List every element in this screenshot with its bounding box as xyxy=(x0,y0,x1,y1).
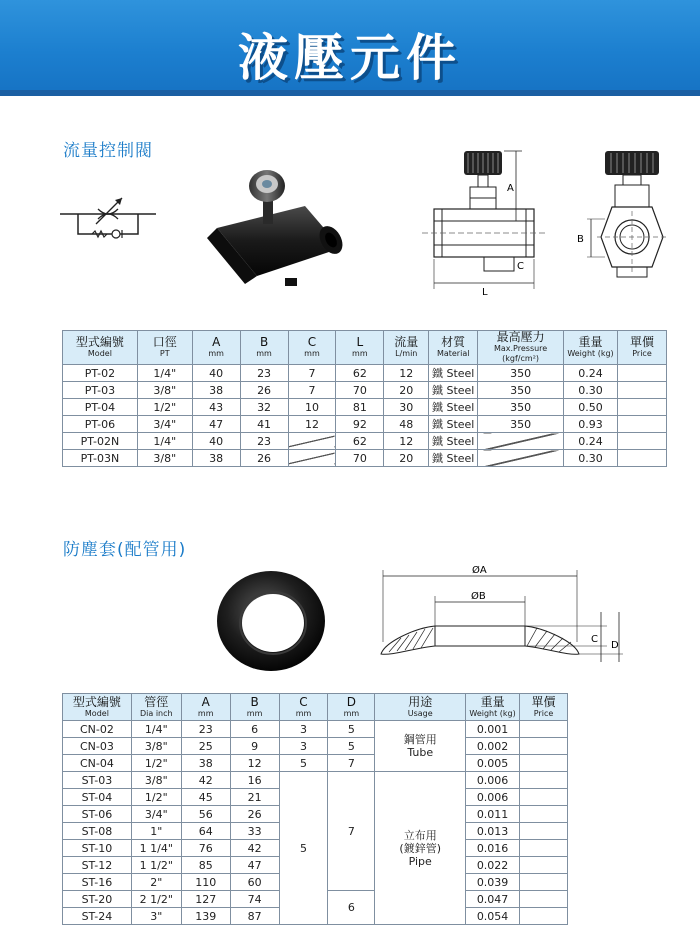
table-cell: 110 xyxy=(181,874,230,891)
column-header xyxy=(279,694,328,721)
column-header-zh: 口徑 xyxy=(152,335,177,349)
usage-line: 立布用 xyxy=(403,828,437,842)
table-cell: 3 xyxy=(279,738,328,755)
column-header-en: Usage xyxy=(407,708,433,718)
table-cell: 9 xyxy=(230,738,279,755)
column-header-en: mm xyxy=(295,708,312,718)
table-cell: 30 xyxy=(384,399,429,416)
column-header-zh: 重量 xyxy=(480,694,505,709)
table-cell xyxy=(617,433,666,450)
column-header xyxy=(131,694,181,721)
table-cell xyxy=(478,433,564,450)
table-cell: 1" xyxy=(131,823,181,840)
table-cell: 3/8" xyxy=(131,772,181,789)
flow-control-valve-photo xyxy=(205,160,355,290)
table-cell xyxy=(520,840,568,857)
table-cell: 3" xyxy=(131,908,181,925)
table-cell: 7 xyxy=(288,382,336,399)
table-cell: ST-03 xyxy=(63,772,132,789)
column-header-zh: 型式編號 xyxy=(72,694,121,709)
table-cell: 85 xyxy=(181,857,230,874)
column-header-zh: 流量 xyxy=(394,335,419,349)
column-header-en: mm xyxy=(246,708,263,718)
table-cell: ST-04 xyxy=(63,789,132,806)
table-cell: 2" xyxy=(131,874,181,891)
column-header-en: mm xyxy=(256,349,272,358)
table-cell xyxy=(520,806,568,823)
table-cell xyxy=(520,857,568,874)
table-cell xyxy=(520,789,568,806)
table-cell: 47 xyxy=(192,416,240,433)
column-header xyxy=(478,331,564,365)
table-cell: 127 xyxy=(181,891,230,908)
table-cell: 26 xyxy=(240,382,288,399)
column-header xyxy=(288,331,336,365)
column-header xyxy=(63,331,138,365)
table-cell: 1/2" xyxy=(131,789,181,806)
table-cell: 1/2" xyxy=(137,399,192,416)
column-header-zh: A xyxy=(212,335,221,349)
table-cell: 0.016 xyxy=(466,840,520,857)
table-cell: ST-20 xyxy=(63,891,132,908)
column-header-zh: C xyxy=(307,335,317,349)
table-cell: 62 xyxy=(336,433,384,450)
table-cell: 1/4" xyxy=(137,365,192,382)
column-header-zh: B xyxy=(259,335,269,349)
table-row xyxy=(63,738,568,755)
table-cell: 38 xyxy=(192,382,240,399)
table-cell: 0.002 xyxy=(466,738,520,755)
dust-cover-table-header xyxy=(63,694,568,721)
title-banner xyxy=(0,0,700,96)
table-cell: 12 xyxy=(384,365,429,382)
table-cell: 38 xyxy=(181,755,230,772)
section-title-dust-cover: 防塵套(配管用) xyxy=(63,540,187,560)
table-cell: CN-04 xyxy=(63,755,132,772)
table-row xyxy=(63,382,667,399)
table-cell: 32 xyxy=(240,399,288,416)
column-header xyxy=(63,694,132,721)
table-row xyxy=(63,365,667,382)
table-cell: 76 xyxy=(181,840,230,857)
table-cell: 350 xyxy=(478,365,564,382)
table-row xyxy=(63,450,667,467)
table-cell: 3/4" xyxy=(137,416,192,433)
table-cell: ST-08 xyxy=(63,823,132,840)
table-cell: 350 xyxy=(478,399,564,416)
table-cell xyxy=(288,450,336,467)
table-cell: 33 xyxy=(230,823,279,840)
column-header-en: L/min xyxy=(395,349,418,358)
flow-valve-spec-table xyxy=(62,330,667,467)
table-cell: 60 xyxy=(230,874,279,891)
table-cell: PT-03 xyxy=(63,382,138,399)
column-header-en: Dia inch xyxy=(140,708,173,718)
table-cell: 62 xyxy=(336,365,384,382)
table-row xyxy=(63,772,568,789)
column-header-zh: D xyxy=(346,694,356,709)
column-header-zh: A xyxy=(201,694,210,709)
table-cell xyxy=(478,450,564,467)
table-cell: 0.001 xyxy=(466,721,520,738)
column-header-en: Model xyxy=(87,349,112,358)
dust-cover-spec-table xyxy=(62,693,568,925)
column-header xyxy=(181,694,230,721)
table-cell xyxy=(617,365,666,382)
column-header xyxy=(429,331,478,365)
table-cell xyxy=(617,399,666,416)
usage-line: Tube xyxy=(407,746,434,759)
table-cell: 42 xyxy=(181,772,230,789)
table-row xyxy=(63,721,568,738)
table-cell: 5 xyxy=(279,755,328,772)
table-cell: 0.047 xyxy=(466,891,520,908)
column-header xyxy=(192,331,240,365)
usage-tube-cell xyxy=(375,721,466,772)
section-title-flow-control-valve: 流量控制閥 xyxy=(63,141,153,161)
table-cell xyxy=(617,416,666,433)
table-cell: 45 xyxy=(181,789,230,806)
table-cell xyxy=(617,382,666,399)
table-cell: CN-03 xyxy=(63,738,132,755)
table-cell: 鐵 Steel xyxy=(429,433,478,450)
table-cell: 12 xyxy=(230,755,279,772)
table-cell xyxy=(520,772,568,789)
table-cell xyxy=(617,450,666,467)
table-cell: 92 xyxy=(336,416,384,433)
table-cell: 0.006 xyxy=(466,789,520,806)
usage-pipe-cell xyxy=(375,772,466,925)
table-cell: 16 xyxy=(230,772,279,789)
table-cell xyxy=(520,721,568,738)
dust-cover-section-drawing xyxy=(375,562,625,674)
table-cell xyxy=(520,908,568,925)
table-cell: 23 xyxy=(181,721,230,738)
page-title: 液壓元件 xyxy=(238,28,462,87)
column-header-en: PT xyxy=(159,349,170,358)
table-cell xyxy=(520,874,568,891)
table-cell: 鐵 Steel xyxy=(429,450,478,467)
table-cell: 70 xyxy=(336,450,384,467)
column-header-en: Price xyxy=(533,708,554,718)
table-cell: 20 xyxy=(384,382,429,399)
table-cell: ST-06 xyxy=(63,806,132,823)
table-cell xyxy=(520,891,568,908)
column-header xyxy=(137,331,192,365)
table-cell: 87 xyxy=(230,908,279,925)
table-cell: 5 xyxy=(279,772,328,925)
table-cell xyxy=(288,433,336,450)
flow-valve-front-view-drawing xyxy=(575,145,675,295)
table-cell: 43 xyxy=(192,399,240,416)
table-cell: 0.24 xyxy=(564,433,618,450)
table-cell: 5 xyxy=(328,738,375,755)
table-cell: 3/8" xyxy=(137,450,192,467)
table-row xyxy=(63,755,568,772)
column-header-en: Model xyxy=(84,708,109,718)
table-cell: 12 xyxy=(384,433,429,450)
dim-label-c: C xyxy=(517,261,524,272)
table-cell: 42 xyxy=(230,840,279,857)
table-cell: 3 xyxy=(279,721,328,738)
table-cell: 0.30 xyxy=(564,382,618,399)
column-header-zh: 重量 xyxy=(578,335,603,349)
table-cell: 23 xyxy=(240,433,288,450)
table-cell: 26 xyxy=(230,806,279,823)
table-cell: 70 xyxy=(336,382,384,399)
table-cell: 鐵 Steel xyxy=(429,399,478,416)
table-cell: 0.011 xyxy=(466,806,520,823)
table-cell: ST-24 xyxy=(63,908,132,925)
table-cell: 7 xyxy=(328,772,375,891)
table-cell xyxy=(520,755,568,772)
column-header-zh: 最高壓力 xyxy=(496,330,545,344)
column-header xyxy=(384,331,429,365)
column-header-en: mm xyxy=(208,349,224,358)
dim-label-dia-a: ØA xyxy=(472,565,487,576)
table-cell: 3/4" xyxy=(131,806,181,823)
table-cell: PT-02 xyxy=(63,365,138,382)
table-cell: 5 xyxy=(328,721,375,738)
table-cell: 40 xyxy=(192,365,240,382)
column-header-zh: 單價 xyxy=(531,694,556,709)
table-row xyxy=(63,416,667,433)
column-header-en: Weight (kg) xyxy=(469,708,516,718)
dim-label-c: C xyxy=(591,634,598,645)
table-cell: 0.013 xyxy=(466,823,520,840)
column-header-zh: L xyxy=(356,335,364,349)
dim-label-a: A xyxy=(507,183,514,194)
table-cell: 0.24 xyxy=(564,365,618,382)
table-cell: 10 xyxy=(288,399,336,416)
table-cell: 1/4" xyxy=(131,721,181,738)
dim-label-dia-b: ØB xyxy=(471,591,486,602)
table-cell: 鐵 Steel xyxy=(429,416,478,433)
table-cell: 23 xyxy=(240,365,288,382)
usage-line: 鋼管用 xyxy=(403,733,437,746)
table-cell: 7 xyxy=(328,755,375,772)
table-cell: ST-16 xyxy=(63,874,132,891)
dim-label-b: B xyxy=(577,234,584,245)
column-header-zh: 型式編號 xyxy=(75,335,124,349)
column-header xyxy=(240,331,288,365)
dust-cover-photo xyxy=(215,568,330,674)
dim-label-l: L xyxy=(482,287,488,298)
table-cell: 0.93 xyxy=(564,416,618,433)
table-cell xyxy=(520,738,568,755)
usage-line: Pipe xyxy=(408,854,432,868)
flow-valve-table-header xyxy=(63,331,667,365)
table-cell: 21 xyxy=(230,789,279,806)
table-cell: PT-06 xyxy=(63,416,138,433)
table-cell: 40 xyxy=(192,433,240,450)
column-header-en: mm xyxy=(343,708,360,718)
flow-valve-side-view-drawing xyxy=(412,145,552,303)
table-cell: 56 xyxy=(181,806,230,823)
table-cell: ST-10 xyxy=(63,840,132,857)
column-header-zh: B xyxy=(250,694,259,709)
column-header-zh: 材質 xyxy=(441,335,466,349)
dim-label-d: D xyxy=(611,640,619,651)
table-cell: 0.30 xyxy=(564,450,618,467)
table-cell: 6 xyxy=(328,891,375,925)
column-header-en: mm xyxy=(352,349,368,358)
table-cell: 41 xyxy=(240,416,288,433)
table-cell: 6 xyxy=(230,721,279,738)
table-cell: 1 1/4" xyxy=(131,840,181,857)
table-cell: 1/2" xyxy=(131,755,181,772)
table-cell: 0.005 xyxy=(466,755,520,772)
table-cell: 0.054 xyxy=(466,908,520,925)
table-cell: 鐵 Steel xyxy=(429,382,478,399)
flow-valve-symbol-diagram xyxy=(60,192,156,248)
table-cell: 0.039 xyxy=(466,874,520,891)
column-header-en: Max.Pressure (kgf/cm²) xyxy=(493,344,548,363)
column-header xyxy=(230,694,279,721)
column-header xyxy=(466,694,520,721)
column-header xyxy=(564,331,618,365)
table-cell: 1/4" xyxy=(137,433,192,450)
table-cell: 20 xyxy=(384,450,429,467)
usage-line: (鍍鋅管) xyxy=(399,841,442,855)
table-cell: 81 xyxy=(336,399,384,416)
table-cell: 2 1/2" xyxy=(131,891,181,908)
table-cell: 48 xyxy=(384,416,429,433)
column-header-zh: 單價 xyxy=(629,335,654,349)
table-cell: 1 1/2" xyxy=(131,857,181,874)
table-cell: 64 xyxy=(181,823,230,840)
table-cell: 12 xyxy=(288,416,336,433)
column-header xyxy=(617,331,666,365)
column-header xyxy=(336,331,384,365)
table-cell: 47 xyxy=(230,857,279,874)
column-header xyxy=(375,694,466,721)
column-header-zh: C xyxy=(299,694,308,709)
table-cell xyxy=(520,823,568,840)
column-header xyxy=(520,694,568,721)
table-cell: 25 xyxy=(181,738,230,755)
table-cell: 0.022 xyxy=(466,857,520,874)
table-cell: 74 xyxy=(230,891,279,908)
table-cell: 3/8" xyxy=(137,382,192,399)
table-cell: 139 xyxy=(181,908,230,925)
table-cell: 350 xyxy=(478,416,564,433)
column-header-zh: 用途 xyxy=(408,694,433,709)
table-cell: 38 xyxy=(192,450,240,467)
table-cell: 0.006 xyxy=(466,772,520,789)
table-cell: PT-04 xyxy=(63,399,138,416)
banner-underline xyxy=(0,90,700,96)
column-header-en: Price xyxy=(632,349,652,358)
table-cell: CN-02 xyxy=(63,721,132,738)
column-header xyxy=(328,694,375,721)
column-header-en: mm xyxy=(197,708,214,718)
table-cell: 鐵 Steel xyxy=(429,365,478,382)
table-cell: 350 xyxy=(478,382,564,399)
table-cell: PT-03N xyxy=(63,450,138,467)
table-cell: ST-12 xyxy=(63,857,132,874)
column-header-en: Material xyxy=(436,349,470,358)
table-cell: 3/8" xyxy=(131,738,181,755)
table-cell: 26 xyxy=(240,450,288,467)
table-cell: 0.50 xyxy=(564,399,618,416)
table-cell: 7 xyxy=(288,365,336,382)
column-header-en: mm xyxy=(304,349,320,358)
table-row xyxy=(63,399,667,416)
column-header-zh: 管徑 xyxy=(144,694,169,709)
table-row xyxy=(63,433,667,450)
table-cell: PT-02N xyxy=(63,433,138,450)
column-header-en: Weight (kg) xyxy=(567,349,614,358)
